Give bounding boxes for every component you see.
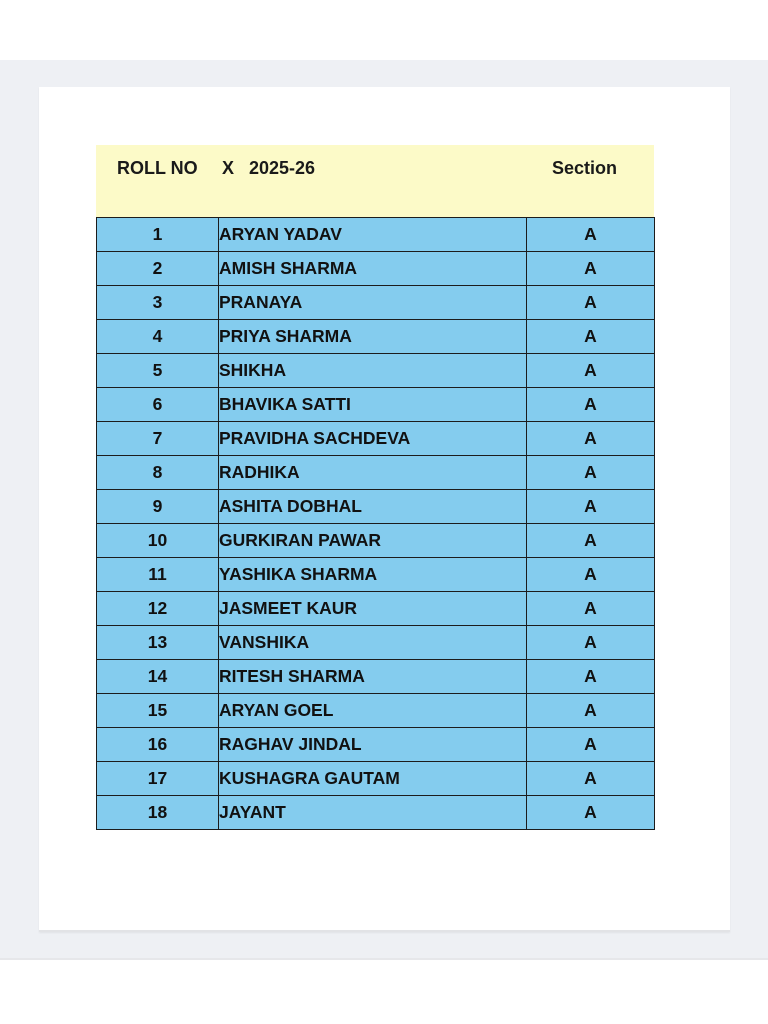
roll-number-cell: 1 xyxy=(97,218,219,252)
table-row xyxy=(97,320,655,354)
section-cell: A xyxy=(527,558,655,592)
roll-number-cell: 14 xyxy=(97,660,219,694)
roll-number-cell: 15 xyxy=(97,694,219,728)
table-row xyxy=(97,558,655,592)
roll-no-heading: ROLL NO xyxy=(117,158,198,178)
roll-number-cell: 8 xyxy=(97,456,219,490)
table-row xyxy=(97,490,655,524)
roll-number-cell: 6 xyxy=(97,388,219,422)
roll-number-cell: 7 xyxy=(97,422,219,456)
viewer-next-page-edge xyxy=(0,958,768,1024)
roll-number-cell: 4 xyxy=(97,320,219,354)
table-row xyxy=(97,456,655,490)
student-name-cell: PRANAYA xyxy=(219,286,527,320)
student-name-cell: JAYANT xyxy=(219,796,527,830)
table-row xyxy=(97,762,655,796)
student-name-cell: RADHIKA xyxy=(219,456,527,490)
student-name-cell: BHAVIKA SATTI xyxy=(219,388,527,422)
roll-number-cell: 10 xyxy=(97,524,219,558)
student-name-cell: ARYAN GOEL xyxy=(219,694,527,728)
table-row xyxy=(97,252,655,286)
section-cell: A xyxy=(527,694,655,728)
table-row xyxy=(97,422,655,456)
section-cell: A xyxy=(527,762,655,796)
student-name-cell: RITESH SHARMA xyxy=(219,660,527,694)
roster-body xyxy=(97,218,655,830)
table-row xyxy=(97,218,655,252)
roll-number-cell: 3 xyxy=(97,286,219,320)
student-name-cell: PRIYA SHARMA xyxy=(219,320,527,354)
section-cell: A xyxy=(527,354,655,388)
section-cell: A xyxy=(527,490,655,524)
student-name-cell: KUSHAGRA GAUTAM xyxy=(219,762,527,796)
student-name-cell: JASMEET KAUR xyxy=(219,592,527,626)
section-cell: A xyxy=(527,524,655,558)
table-row xyxy=(97,660,655,694)
section-cell: A xyxy=(527,592,655,626)
roll-number-cell: 13 xyxy=(97,626,219,660)
section-cell: A xyxy=(527,626,655,660)
student-name-cell: ARYAN YADAV xyxy=(219,218,527,252)
section-cell: A xyxy=(527,252,655,286)
table-row xyxy=(97,354,655,388)
table-row xyxy=(97,694,655,728)
student-roster-table xyxy=(96,217,655,830)
section-cell: A xyxy=(527,422,655,456)
student-name-cell: AMISH SHARMA xyxy=(219,252,527,286)
table-row xyxy=(97,388,655,422)
student-name-cell: PRAVIDHA SACHDEVA xyxy=(219,422,527,456)
section-cell: A xyxy=(527,218,655,252)
section-cell: A xyxy=(527,286,655,320)
roll-number-cell: 5 xyxy=(97,354,219,388)
roll-number-cell: 12 xyxy=(97,592,219,626)
student-name-cell: GURKIRAN PAWAR xyxy=(219,524,527,558)
section-cell: A xyxy=(527,320,655,354)
student-name-cell: VANSHIKA xyxy=(219,626,527,660)
section-cell: A xyxy=(527,660,655,694)
section-cell: A xyxy=(527,728,655,762)
class-year-heading: X 2025-26 xyxy=(222,158,316,178)
roll-number-cell: 17 xyxy=(97,762,219,796)
section-cell: A xyxy=(527,456,655,490)
section-heading: Section xyxy=(552,158,618,178)
roll-number-cell: 16 xyxy=(97,728,219,762)
student-name-cell: SHIKHA xyxy=(219,354,527,388)
student-name-cell: YASHIKA SHARMA xyxy=(219,558,527,592)
table-row xyxy=(97,524,655,558)
roll-number-cell: 18 xyxy=(97,796,219,830)
section-cell: A xyxy=(527,796,655,830)
roll-number-cell: 2 xyxy=(97,252,219,286)
table-row xyxy=(97,286,655,320)
student-name-cell: RAGHAV JINDAL xyxy=(219,728,527,762)
roll-number-cell: 11 xyxy=(97,558,219,592)
table-row xyxy=(97,796,655,830)
roster-header xyxy=(96,145,654,217)
table-row xyxy=(97,728,655,762)
table-row xyxy=(97,592,655,626)
table-row xyxy=(97,626,655,660)
section-cell: A xyxy=(527,388,655,422)
roll-number-cell: 9 xyxy=(97,490,219,524)
student-name-cell: ASHITA DOBHAL xyxy=(219,490,527,524)
